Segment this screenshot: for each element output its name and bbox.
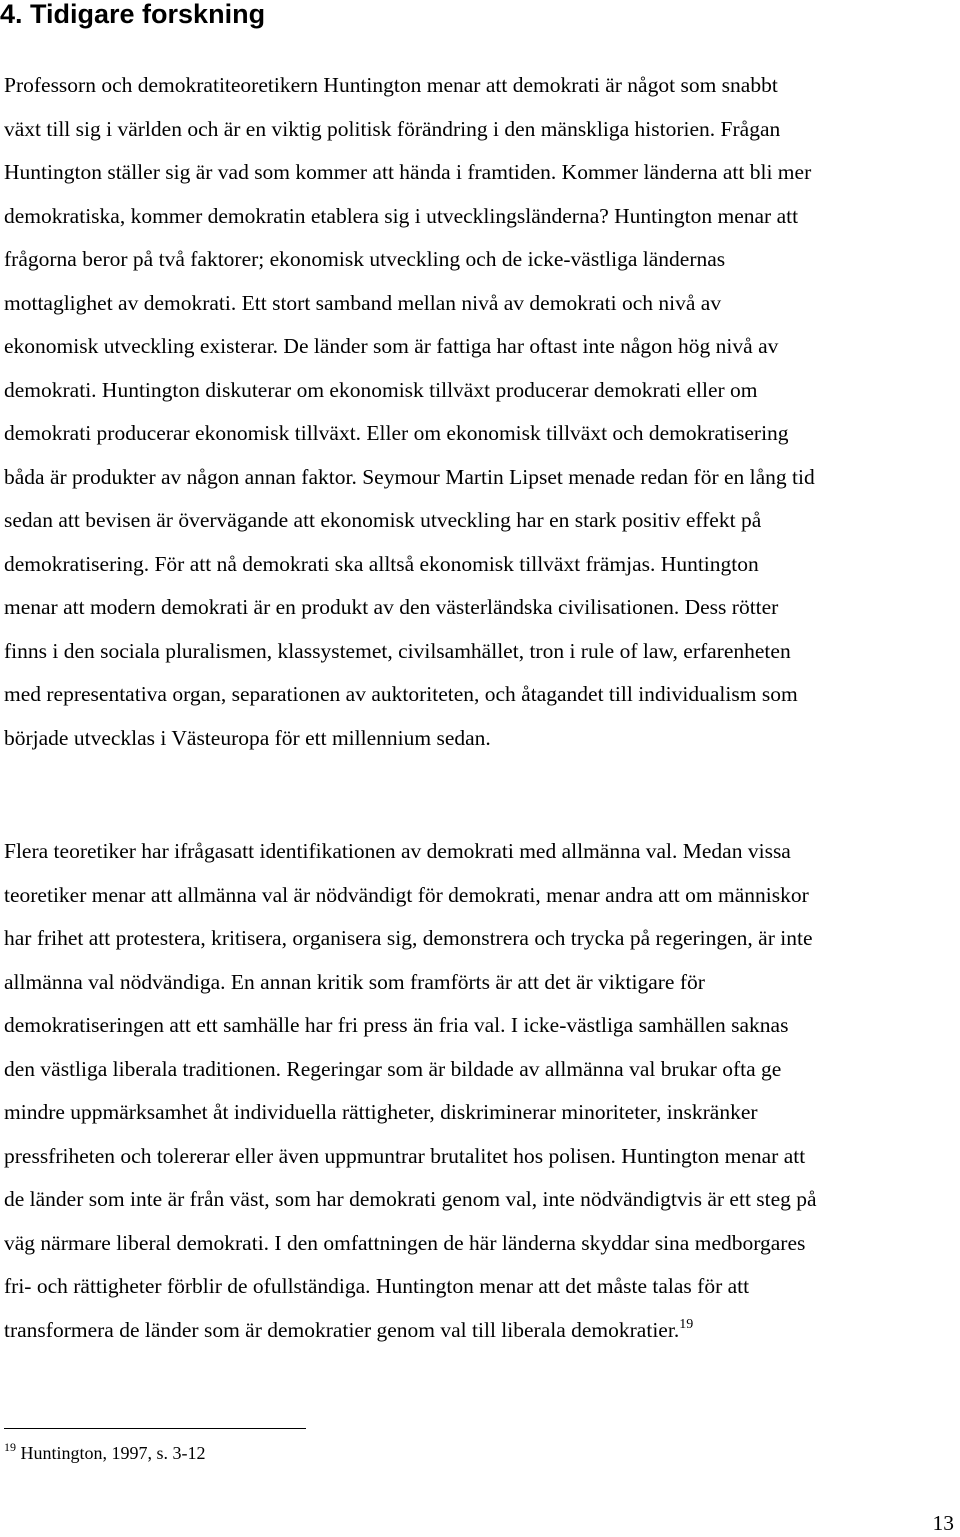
text-line: med representativa organ, separationen av auktoriteten, och åtagandet till individualism som [4,682,798,706]
text-line: pressfriheten och tolererar eller även uppmuntrar brutalitet hos polisen. Huntington menar att [4,1143,806,1168]
section-heading: 4. Tidigare forskning [0,0,266,29]
footnote-separator [4,1428,306,1429]
text-line: Flera teoretiker har ifrågasatt identifikationen av demokrati med allmänna val. Medan vissa [4,839,791,863]
text-line: väg närmare liberal demokrati. I den omfattningen de här länderna skyddar sina medborgares [4,1230,806,1255]
text-line: demokratisering. För att nå demokrati ska alltså ekonomisk tillväxt främjas. Huntington [4,551,759,576]
paragraph-2 [4,830,960,1352]
text-line: sedan att bevisen är övervägande att ekonomisk utveckling har en stark positiv effekt på [4,508,762,532]
text-line: demokratiska, kommer demokratin etablera sig i utvecklingsländerna? Huntington menar att [4,203,799,228]
text-line: de länder som inte är från väst, som har demokrati genom val, inte nödvändigtvis är ett steg på [4,1187,817,1211]
text-line: demokratiseringen att ett samhälle har fri press än fria val. I icke-västliga samhällen saknas [4,1013,789,1037]
text-line: demokrati producerar ekonomisk tillväxt. Eller om ekonomisk tillväxt och demokratisering [4,421,789,445]
text-line-content: transformera de länder som är demokratier genom val till liberala demokratier. [4,1317,680,1342]
paragraph-1 [4,64,960,760]
footnote-text: Huntington, 1997, s. 3-12 [20,1443,206,1463]
text-line: Professorn och demokratiteoretikern Huntington menar att demokrati är något som snabbt [4,73,778,97]
text-line: teoretiker menar att allmänna val är nödvändigt för demokrati, menar andra att om människor [4,882,809,907]
text-line [4,1309,960,1353]
page-number: 13 [932,1511,954,1535]
text-line: frågorna beror på två faktorer; ekonomisk utveckling och de icke-västliga ländernas [4,247,726,271]
text-line: den västliga liberala traditionen. Regeringar som är bildade av allmänna val brukar ofta ge [4,1056,782,1081]
text-line: finns i den sociala pluralismen, klassystemet, civilsamhället, tron i rule of law, erfarenheten [4,638,791,663]
text-line: växt till sig i världen och är en viktig politisk förändring i den mänskliga historien. Frågan [4,116,781,141]
text-line: fri- och rättigheter förblir de ofullständiga. Huntington menar att det måste talas för att [4,1274,750,1298]
text-line: mindre uppmärksamhet åt individuella rättigheter, diskriminerar minoriteter, inskränker [4,1100,758,1124]
text-line: har frihet att protestera, kritisera, organisera sig, demonstrera och trycka på regeringen, är inte [4,926,813,950]
text-line: ekonomisk utveckling existerar. De länder som är fattiga har oftast inte någon hög nivå av [4,334,779,358]
text-line: demokrati. Huntington diskuterar om ekonomisk tillväxt producerar demokrati eller om [4,377,758,402]
text-line: menar att modern demokrati är en produkt av den västerländska civilisationen. Dess rötter [4,595,779,619]
text-line: båda är produkter av någon annan faktor. Seymour Martin Lipset menade redan för en lång tid [4,464,815,489]
text-line: Huntington ställer sig är vad som kommer att hända i framtiden. Kommer länderna att bli mer [4,160,812,184]
text-line: började utvecklas i Västeuropa för ett millennium sedan. [4,725,491,750]
footnote-marker: 19 [4,1440,16,1454]
footnote-reference[interactable]: 19 [679,1316,694,1332]
text-line: allmänna val nödvändiga. En annan kritik som framförts är att det är viktigare för [4,969,705,994]
footnote [4,1438,206,1468]
text-line: mottaglighet av demokrati. Ett stort samband mellan nivå av demokrati och nivå av [4,290,722,315]
